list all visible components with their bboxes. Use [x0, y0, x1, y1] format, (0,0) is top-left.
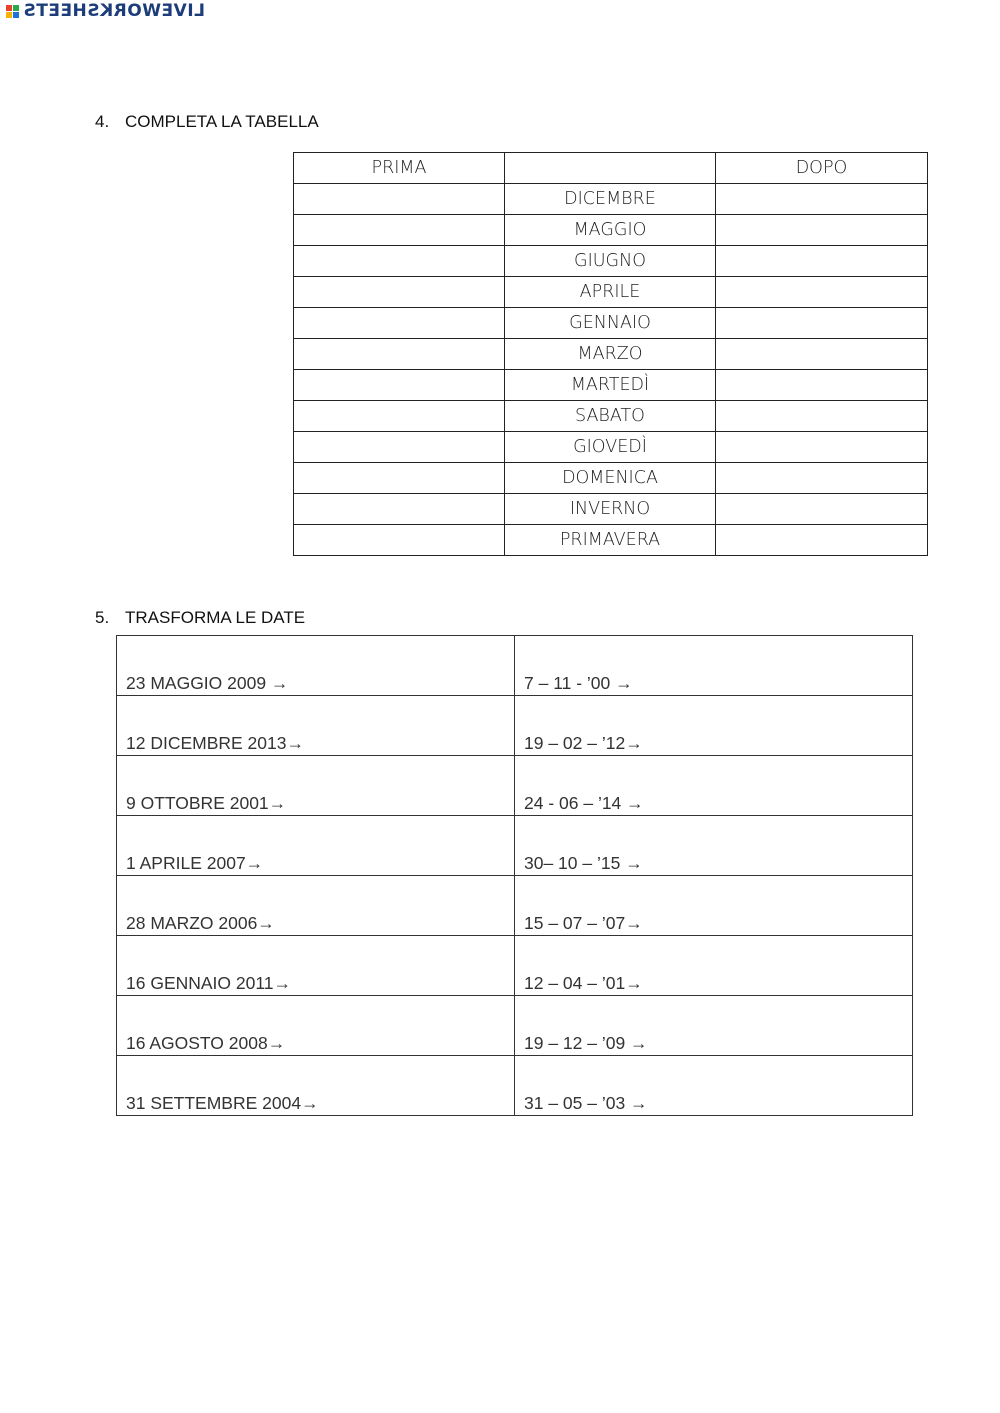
date-short-cell[interactable]: 19 – 12 – ’09 →	[515, 996, 913, 1056]
answer-cell-prima[interactable]	[294, 432, 505, 463]
table-row	[294, 370, 928, 401]
header-dopo: DOPO	[716, 153, 928, 184]
answer-cell-dopo[interactable]	[716, 525, 928, 556]
date-short-cell[interactable]: 15 – 07 – ’07→	[515, 876, 913, 936]
answer-cell-dopo[interactable]	[716, 494, 928, 525]
given-value-cell: MAGGIO	[505, 215, 716, 246]
table-row	[117, 876, 913, 936]
table-row	[294, 215, 928, 246]
answer-cell-prima[interactable]	[294, 370, 505, 401]
logo-square	[13, 5, 19, 11]
logo-square	[13, 12, 19, 18]
table-row	[294, 184, 928, 215]
section-5-heading	[95, 608, 305, 628]
months-table	[293, 152, 928, 556]
logo-square	[6, 5, 12, 11]
table-row	[117, 1056, 913, 1116]
date-short-cell[interactable]: 12 – 04 – ’01→	[515, 936, 913, 996]
given-value-cell: GIOVEDÌ	[505, 432, 716, 463]
date-long-cell[interactable]: 31 SETTEMBRE 2004→	[117, 1056, 515, 1116]
answer-cell-dopo[interactable]	[716, 277, 928, 308]
date-short-cell[interactable]: 24 - 06 – ’14 →	[515, 756, 913, 816]
date-short-cell[interactable]: 30– 10 – ’15 →	[515, 816, 913, 876]
given-value-cell: DICEMBRE	[505, 184, 716, 215]
answer-cell-prima[interactable]	[294, 246, 505, 277]
logo-square	[6, 12, 12, 18]
date-short-cell[interactable]: 31 – 05 – ’03 →	[515, 1056, 913, 1116]
table-row	[294, 463, 928, 494]
liveworksheets-watermark	[6, 3, 205, 20]
date-long-cell[interactable]: 12 DICEMBRE 2013→	[117, 696, 515, 756]
table-row	[294, 494, 928, 525]
date-long-cell[interactable]: 16 GENNAIO 2011→	[117, 936, 515, 996]
table-row	[117, 936, 913, 996]
table-row	[294, 277, 928, 308]
given-value-cell: PRIMAVERA	[505, 525, 716, 556]
header-middle	[505, 153, 716, 184]
given-value-cell: MARTEDÌ	[505, 370, 716, 401]
table-header-row	[294, 153, 928, 184]
given-value-cell: INVERNO	[505, 494, 716, 525]
date-short-cell[interactable]: 7 – 11 - ’00 →	[515, 636, 913, 696]
answer-cell-dopo[interactable]	[716, 401, 928, 432]
date-long-cell[interactable]: 9 OTTOBRE 2001→	[117, 756, 515, 816]
answer-cell-dopo[interactable]	[716, 463, 928, 494]
given-value-cell: SABATO	[505, 401, 716, 432]
answer-cell-prima[interactable]	[294, 339, 505, 370]
answer-cell-dopo[interactable]	[716, 339, 928, 370]
answer-cell-dopo[interactable]	[716, 215, 928, 246]
answer-cell-dopo[interactable]	[716, 370, 928, 401]
dates-table	[116, 635, 913, 1116]
answer-cell-prima[interactable]	[294, 277, 505, 308]
answer-cell-prima[interactable]	[294, 401, 505, 432]
logo-mark	[6, 5, 19, 18]
date-long-cell[interactable]: 1 APRILE 2007→	[117, 816, 515, 876]
answer-cell-dopo[interactable]	[716, 432, 928, 463]
answer-cell-prima[interactable]	[294, 308, 505, 339]
table-row	[294, 308, 928, 339]
answer-cell-prima[interactable]	[294, 215, 505, 246]
date-long-cell[interactable]: 16 AGOSTO 2008→	[117, 996, 515, 1056]
table-row	[294, 401, 928, 432]
answer-cell-prima[interactable]	[294, 494, 505, 525]
table-row	[294, 339, 928, 370]
answer-cell-prima[interactable]	[294, 525, 505, 556]
logo-text: LIVEWORKSHEETS	[23, 1, 205, 21]
table-row	[294, 246, 928, 277]
answer-cell-prima[interactable]	[294, 463, 505, 494]
table-row	[294, 432, 928, 463]
given-value-cell: DOMENICA	[505, 463, 716, 494]
date-long-cell[interactable]: 28 MARZO 2006→	[117, 876, 515, 936]
answer-cell-prima[interactable]	[294, 184, 505, 215]
date-long-cell[interactable]: 23 MAGGIO 2009 →	[117, 636, 515, 696]
table-row	[117, 816, 913, 876]
given-value-cell: GENNAIO	[505, 308, 716, 339]
given-value-cell: GIUGNO	[505, 246, 716, 277]
table-row	[294, 525, 928, 556]
section-title: TRASFORMA LE DATE	[125, 608, 306, 627]
table-row	[117, 756, 913, 816]
given-value-cell: MARZO	[505, 339, 716, 370]
section-number: 4.	[95, 112, 110, 131]
section-title: COMPLETA LA TABELLA	[125, 112, 319, 131]
answer-cell-dopo[interactable]	[716, 308, 928, 339]
section-number: 5.	[95, 608, 110, 627]
table-row	[117, 996, 913, 1056]
given-value-cell: APRILE	[505, 277, 716, 308]
table-row	[117, 696, 913, 756]
date-short-cell[interactable]: 19 – 02 – ’12→	[515, 696, 913, 756]
answer-cell-dopo[interactable]	[716, 246, 928, 277]
header-prima: PRIMA	[294, 153, 505, 184]
table-row	[117, 636, 913, 696]
section-4-heading	[95, 112, 319, 132]
answer-cell-dopo[interactable]	[716, 184, 928, 215]
